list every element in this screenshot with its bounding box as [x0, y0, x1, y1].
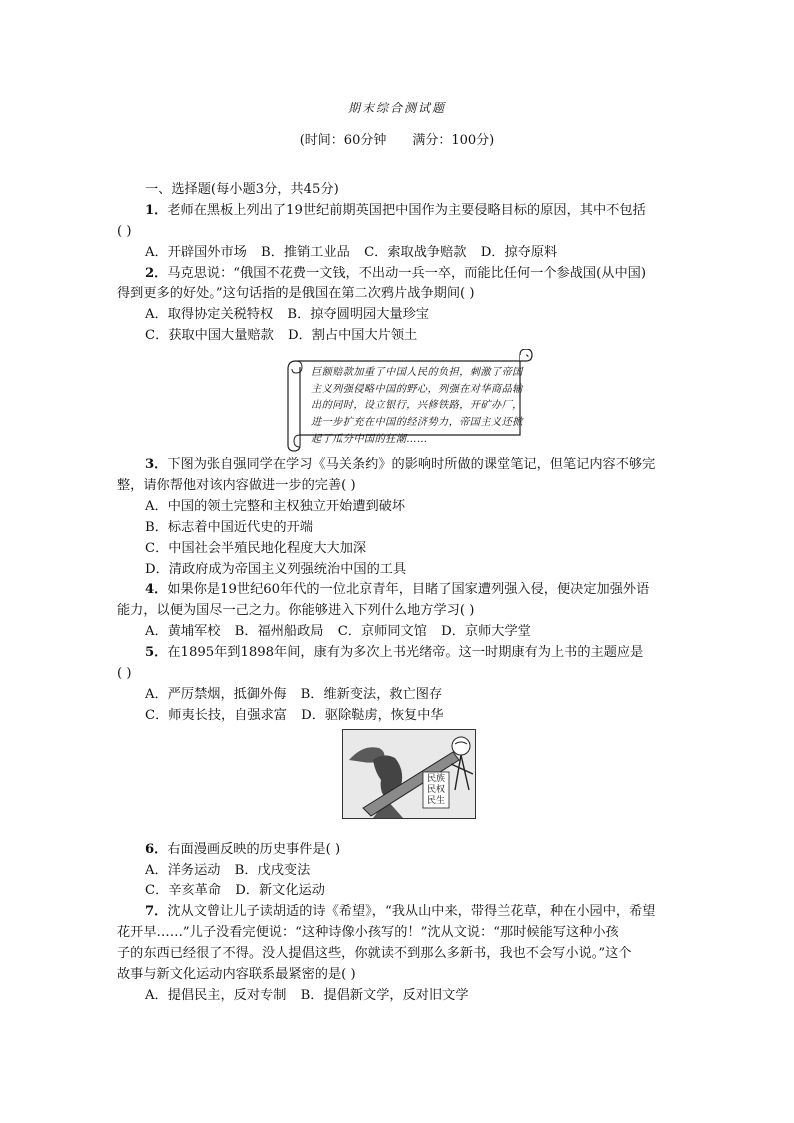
option-d: D．割占中国大片领土: [287, 328, 418, 344]
question-text: 沈从文曾让儿子读胡适的诗《希望》，“我从山中来，带得兰花草，种在小园中，希望: [167, 904, 656, 920]
question-4-cont: 能力，以便为国尽一己之力。你能够进入下列什么地方学习( ): [117, 603, 475, 619]
option-a: A．洋务运动: [145, 862, 221, 878]
full-score: 满分：100分): [412, 133, 495, 148]
question-7: [117, 902, 677, 923]
option-d: D．掠夺原料: [480, 244, 558, 260]
question-text: 在1895年到1898年间，康有为多次上书光绪帝。这一时期康有为上书的主题应是: [167, 645, 644, 661]
question-7-cont-3: 故事与新文化运动内容联系最紧密的是( ): [117, 967, 356, 983]
cartoon-image: [342, 729, 476, 819]
option-a: A．提倡民主，反对专制: [145, 987, 287, 1003]
question-number: 4．: [145, 582, 168, 598]
option-a: A．严厉禁烟，抵御外侮: [145, 686, 287, 702]
question-4: [117, 580, 677, 601]
question-1-options: [117, 243, 677, 264]
question-5: [117, 643, 677, 664]
question-5-options-cd: [117, 706, 677, 727]
question-text: 下图为张自强同学在学习《马关条约》的影响时所做的课堂笔记，但笔记内容不够完: [167, 457, 656, 473]
option-c: C．获取中国大量赔款: [145, 328, 274, 344]
question-2-options-cd: [117, 326, 677, 347]
option-c: C．辛亥革命: [145, 883, 222, 899]
question-7-cont-2: 子的东西已经很了不得。没人提倡这些，你就读不到那么多新书，我也不会写小说。”这个: [117, 946, 632, 962]
question-1-cont: ( ): [117, 223, 132, 239]
option-c: C．中国社会半殖民地化程度大大加深: [145, 540, 367, 556]
question-7-cont-1: 花开早……”儿子没看完便说：“这种诗像小孩写的！”沈从文说：“那时候能写这种小孩: [117, 925, 619, 941]
question-number: 2．: [145, 265, 168, 281]
scroll-text: 巨额赔款加重了中国人民的负担，刺激了帝国主义列强侵略中国的野心，列强在对华商品输出的同时，设立银行，兴修铁路，开矿办厂，进一步扩充在中国的经济势力，帝国主义还掀起了瓜分中国的狂潮……: [311, 367, 523, 445]
question-1: [117, 201, 677, 222]
option-c: C．索取战争赔款: [364, 244, 467, 260]
option-b: B．标志着中国近代史的开端: [145, 519, 313, 535]
option-b: B．福州船政局: [234, 624, 324, 640]
option-b: B．提倡新文学，反对旧文学: [300, 987, 469, 1003]
option-d: D．清政府成为帝国主义列强统治中国的工具: [145, 561, 407, 577]
option-a: A．开辟国外市场: [145, 244, 247, 260]
question-6-options-ab: [117, 861, 677, 882]
question-2: [117, 264, 677, 285]
option-a: A．中国的领土完整和主权独立开始遭到破坏: [145, 498, 406, 514]
question-number: 3．: [145, 457, 168, 473]
option-b: B．戊戌变法: [234, 862, 311, 878]
option-b: B．掠夺圆明园大量珍宝: [287, 307, 429, 323]
question-text: 老师在黑板上列出了19世纪前期英国把中国作为主要侵略目标的原因，其中不包括: [167, 202, 646, 218]
cartoon-figure: [117, 727, 677, 840]
question-text: 右面漫画反映的历史事件是( ): [167, 841, 341, 857]
cartoon-illustration: [343, 730, 475, 818]
page-title: 期末综合测试题: [347, 101, 446, 115]
option-a: A．取得协定关税特权: [145, 307, 274, 323]
question-number: 7．: [145, 904, 168, 920]
scroll-figure: [117, 347, 677, 455]
exam-info: [0, 129, 794, 148]
question-number: 6．: [145, 841, 168, 857]
question-content: [117, 180, 677, 1007]
question-2-cont: 得到更多的好处。”这句话指的是俄国在第二次鸦片战争期间( ): [117, 286, 475, 302]
question-6-options-cd: [117, 881, 677, 902]
question-5-cont: ( ): [117, 666, 132, 682]
option-d: D．驱除鞑虏，恢复中华: [301, 707, 444, 723]
question-text: 如果你是19世纪60年代的一位北京青年，目睹了国家遭列强入侵，便决定加强外语: [167, 582, 650, 598]
question-4-options: [117, 622, 677, 643]
cartoon-label: 民族民权民生: [426, 773, 445, 806]
question-7-options: [117, 986, 677, 1007]
question-3: [117, 455, 677, 476]
option-a: A．黄埔军校: [145, 624, 221, 640]
question-number: 5．: [145, 645, 168, 661]
question-6: [117, 840, 677, 861]
option-b: B．维新变法，救亡图存: [300, 686, 443, 702]
question-text: 马克思说：“俄国不花费一文钱，不出动一兵一卒，而能比任何一个参战国(从中国): [167, 265, 646, 281]
question-number: 1．: [145, 202, 168, 218]
question-5-options-ab: [117, 685, 677, 706]
question-3-cont: 整，请你帮他对该内容做进一步的完善( ): [117, 478, 356, 494]
option-c: C．师夷长技，自强求富: [145, 707, 287, 723]
option-d: D．新文化运动: [235, 883, 325, 899]
option-b: B．推销工业品: [261, 244, 350, 260]
option-d: D．京师大学堂: [441, 624, 531, 640]
option-c: C．京师同文馆: [337, 624, 427, 640]
question-2-options-ab: [117, 305, 677, 326]
time-limit: (时间：60分钟: [299, 133, 387, 148]
section-heading: 一、选择题(每小题3分，共45分): [145, 182, 339, 197]
